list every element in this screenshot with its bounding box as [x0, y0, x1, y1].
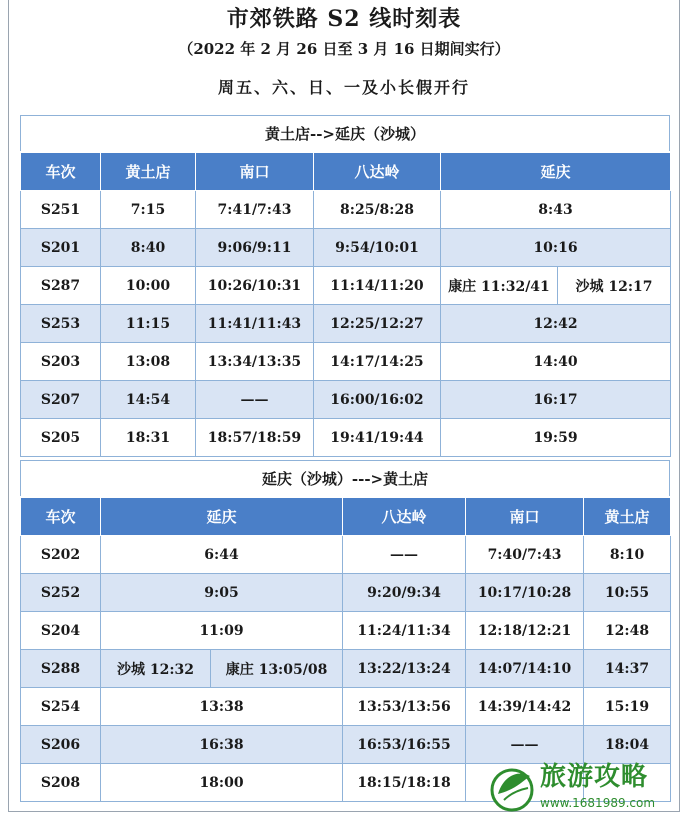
time-cell: 9:06/9:11 [196, 229, 314, 267]
train-number: S208 [21, 764, 101, 802]
time-cell-kangzhuang: 康庄 13:05/08 [211, 650, 343, 688]
time-cell: 9:54/10:01 [314, 229, 441, 267]
time-cell: 10:26/10:31 [196, 267, 314, 305]
time-cell: —— [196, 381, 314, 419]
table-row [21, 381, 671, 419]
time-cell: 13:08 [101, 343, 196, 381]
table-row [21, 343, 671, 381]
table-row [21, 229, 671, 267]
table-row [21, 612, 671, 650]
table-header-row [21, 498, 671, 536]
time-cell: 10:00 [101, 267, 196, 305]
table-row [21, 191, 671, 229]
time-cell: 14:40 [441, 343, 671, 381]
time-cell: 11:14/11:20 [314, 267, 441, 305]
table-header-row [21, 153, 671, 191]
time-cell: 13:53/13:56 [343, 688, 466, 726]
time-cell: 14:17/14:25 [314, 343, 441, 381]
header-station: 八达岭 [343, 498, 466, 536]
time-cell: 14:07/14:10 [466, 650, 584, 688]
time-cell: 8:40 [101, 229, 196, 267]
time-cell: 19:59 [441, 419, 671, 457]
table-row [21, 267, 671, 305]
table-row [21, 688, 671, 726]
time-cell: 13:34/13:35 [196, 343, 314, 381]
time-cell-kangzhuang: 康庄 11:32/41 [441, 267, 558, 305]
header-train: 车次 [21, 498, 101, 536]
time-cell: 14:39/14:42 [466, 688, 584, 726]
leaf-logo-icon [484, 760, 540, 812]
page-title: 市郊铁路 S2 线时刻表 [226, 6, 462, 32]
time-cell: 14:54 [101, 381, 196, 419]
header-station: 南口 [466, 498, 584, 536]
time-cell-shacheng: 沙城 12:17 [558, 267, 671, 305]
time-cell: 13:38 [101, 688, 343, 726]
section-title-outbound: 黄土店-->延庆（沙城） [20, 115, 670, 151]
time-cell: 12:48 [584, 612, 671, 650]
time-cell: 7:40/7:43 [466, 536, 584, 574]
time-cell: 8:25/8:28 [314, 191, 441, 229]
train-number: S201 [21, 229, 101, 267]
watermark-url: www.1681989.com [540, 796, 656, 810]
table-row [21, 305, 671, 343]
table-row [21, 536, 671, 574]
time-cell: 12:42 [441, 305, 671, 343]
time-cell: 10:55 [584, 574, 671, 612]
header-station: 黄土店 [584, 498, 671, 536]
time-cell: 18:57/18:59 [196, 419, 314, 457]
time-cell: 8:43 [441, 191, 671, 229]
time-cell: 12:18/12:21 [466, 612, 584, 650]
header-station: 八达岭 [314, 153, 441, 191]
train-number: S252 [21, 574, 101, 612]
train-number: S287 [21, 267, 101, 305]
time-cell: 13:22/13:24 [343, 650, 466, 688]
time-cell: 10:17/10:28 [466, 574, 584, 612]
train-number: S254 [21, 688, 101, 726]
train-number: S202 [21, 536, 101, 574]
time-cell: 15:19 [584, 688, 671, 726]
time-cell: 11:41/11:43 [196, 305, 314, 343]
time-cell: 7:15 [101, 191, 196, 229]
time-cell: 18:04 [584, 726, 671, 764]
operating-days-note: 周五、六、日、一及小长假开行 [217, 78, 470, 97]
header-station: 黄土店 [101, 153, 196, 191]
time-cell: 9:05 [101, 574, 343, 612]
section-title-return: 延庆（沙城）--->黄土店 [20, 460, 670, 496]
time-cell-shacheng: 沙城 12:32 [101, 650, 211, 688]
time-cell: 9:20/9:34 [343, 574, 466, 612]
table-row [21, 574, 671, 612]
time-cell: 8:10 [584, 536, 671, 574]
time-cell: 11:15 [101, 305, 196, 343]
time-cell: 16:17 [441, 381, 671, 419]
time-cell: 11:24/11:34 [343, 612, 466, 650]
table-row [21, 650, 671, 688]
site-watermark [482, 756, 682, 816]
train-number: S203 [21, 343, 101, 381]
time-cell: 10:16 [441, 229, 671, 267]
train-number: S288 [21, 650, 101, 688]
table-row [21, 419, 671, 457]
time-cell: 6:44 [101, 536, 343, 574]
time-cell: 18:31 [101, 419, 196, 457]
timetable-outbound [20, 152, 671, 457]
header-train: 车次 [21, 153, 101, 191]
train-number: S207 [21, 381, 101, 419]
train-number: S204 [21, 612, 101, 650]
train-number: S253 [21, 305, 101, 343]
time-cell: 14:37 [584, 650, 671, 688]
time-cell: 11:09 [101, 612, 343, 650]
train-number: S251 [21, 191, 101, 229]
header-station: 延庆 [101, 498, 343, 536]
header-station: 延庆 [441, 153, 671, 191]
time-cell: 16:53/16:55 [343, 726, 466, 764]
train-number: S205 [21, 419, 101, 457]
time-cell: 7:41/7:43 [196, 191, 314, 229]
watermark-text: 旅游攻略 [540, 762, 649, 792]
time-cell: 16:38 [101, 726, 343, 764]
header-station: 南口 [196, 153, 314, 191]
time-cell: 16:00/16:02 [314, 381, 441, 419]
time-cell: 19:41/19:44 [314, 419, 441, 457]
time-cell: 18:00 [101, 764, 343, 802]
time-cell: —— [466, 726, 584, 764]
time-cell: 12:25/12:27 [314, 305, 441, 343]
time-cell: 18:15/18:18 [343, 764, 466, 802]
validity-period: （2022 年 2 月 26 日至 3 月 16 日期间实行） [178, 40, 510, 58]
time-cell: —— [343, 536, 466, 574]
train-number: S206 [21, 726, 101, 764]
